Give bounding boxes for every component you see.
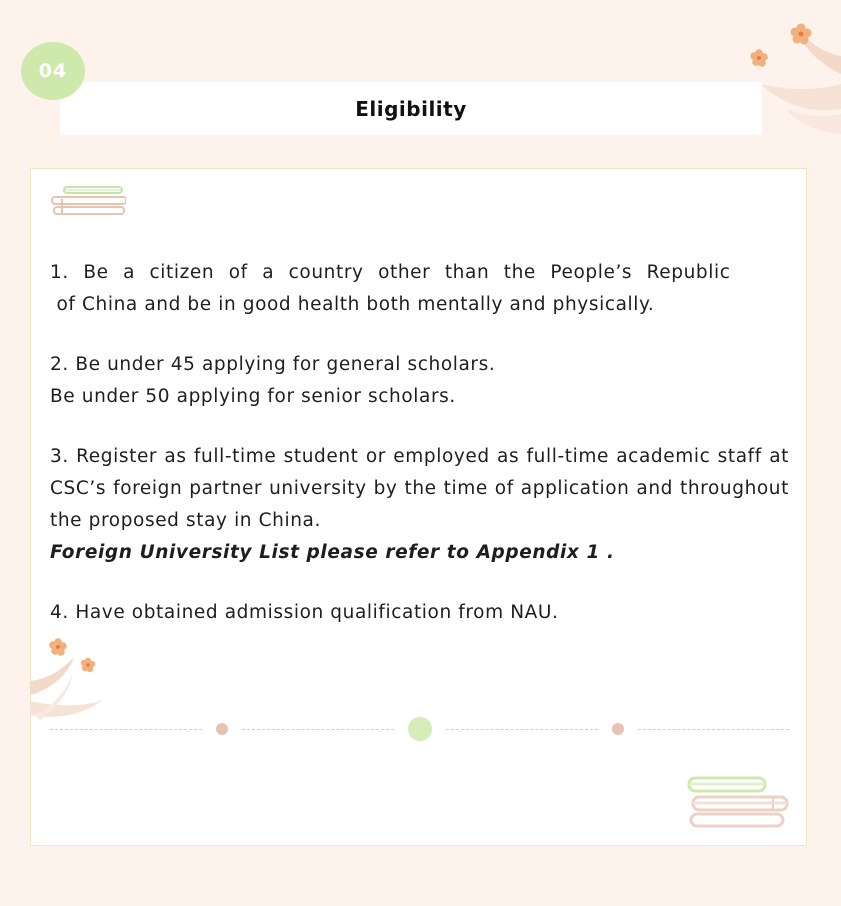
books-icon: [50, 185, 126, 225]
eligibility-card: [30, 168, 807, 846]
item-2-line-2: Be under 50 applying for senior scholars.: [50, 386, 456, 407]
divider-dot: [216, 723, 228, 735]
floral-decoration-icon: [30, 635, 110, 725]
item-1-line-1: 1. Be a citizen of a country other than the People’s Republic: [50, 262, 731, 283]
eligibility-list: [50, 257, 789, 629]
divider-dot-center: [408, 717, 432, 741]
item-1-line-2: of China and be in good health both mentally and physically.: [50, 294, 655, 315]
divider-dot: [612, 723, 624, 735]
books-icon: [687, 775, 789, 831]
section-title-bar: [60, 82, 762, 135]
section-number: 04: [38, 60, 68, 82]
section-title: Eligibility: [355, 96, 467, 121]
item-4-text: 4. Have obtained admission qualification from NAU.: [50, 602, 559, 623]
eligibility-item-3: [50, 441, 789, 569]
item-2-line-1: 2. Be under 45 applying for general scholars.: [50, 354, 496, 375]
eligibility-item-2: [50, 349, 789, 413]
appendix-note: Foreign University List please refer to Appendix 1 .: [50, 542, 615, 563]
section-number-badge: [21, 42, 85, 100]
eligibility-item-1: [50, 257, 789, 321]
eligibility-item-4: [50, 597, 789, 629]
item-3-text: 3. Register as full-time student or employed as full-time academic staff at CSC’s foreign partner university by the time of application and throughout the proposed stay in China.: [50, 446, 789, 531]
dotted-divider: [50, 717, 789, 741]
